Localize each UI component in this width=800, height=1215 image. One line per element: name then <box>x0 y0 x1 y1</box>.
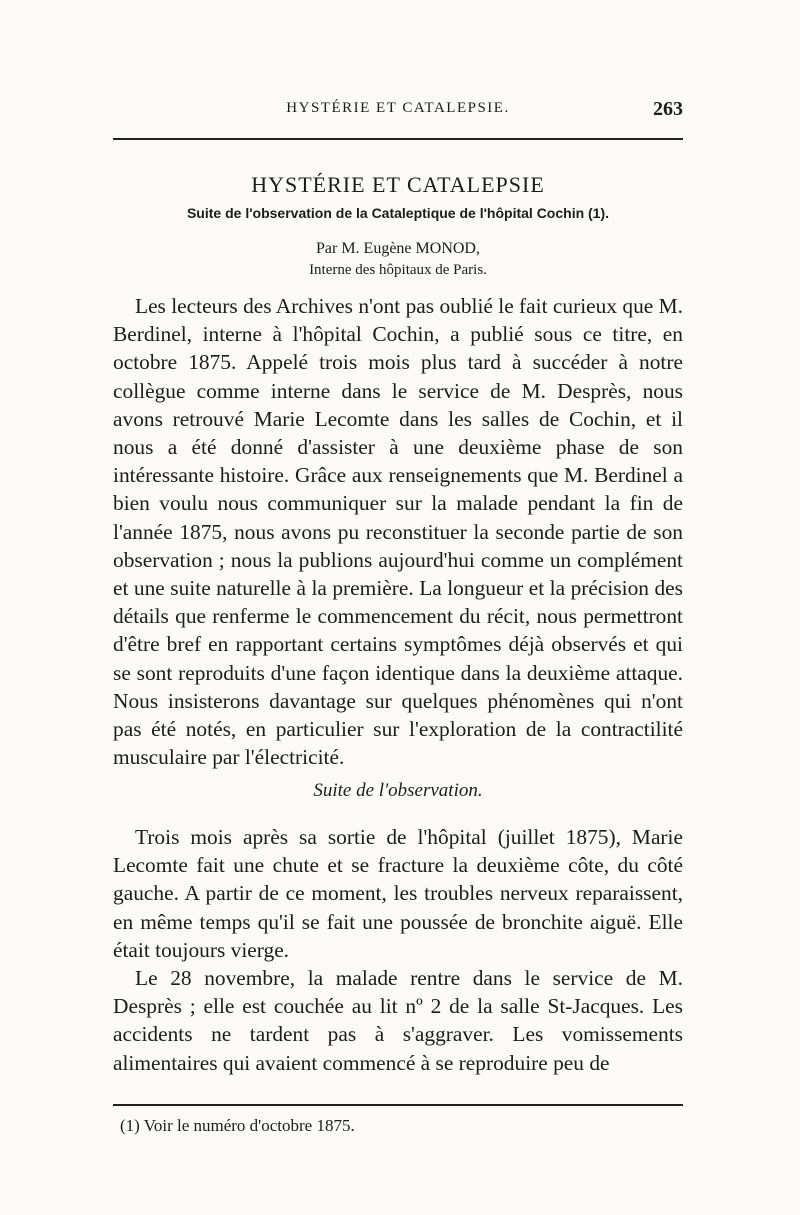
paragraph-observation-2: Le 28 novembre, la malade rentre dans le service de M. Desprès ; elle est couchée au lit nº 2 de la salle St-Jacques. Les accidents ne tardent pas à s'aggraver. Les vomissements alimentaires qui avaient commencé à se reproduire peu de <box>113 966 683 1075</box>
article-subtitle: Suite de l'observation de la Cataleptique de l'hôpital Cochin (1). <box>186 205 610 221</box>
paragraph-observation-1: Trois mois après sa sortie de l'hôpital (juillet 1875), Marie Lecomte fait une chute et se fracture la deuxième côte, du côté gauche. A partir de ce moment, les troubles nerveux reparaissent, en même temps qu'il se fait une poussée de bronchite aiguë. Elle était toujours vierge. <box>113 825 683 962</box>
body-text-intro <box>113 292 683 771</box>
running-head <box>113 98 683 130</box>
body-text-observation <box>113 823 683 1077</box>
author-line: Par M. Eugène MONOD, <box>316 240 480 257</box>
footnote-rule <box>113 1104 683 1106</box>
running-title: HYSTÉRIE ET CATALEPSIE. <box>286 100 510 116</box>
paragraph-intro: Les lecteurs des Archives n'ont pas oublié le fait curieux que M. Berdinel, interne à l'hôpital Cochin, a publié sous ce titre, en octobre 1875. Appelé trois mois plus tard à succéder à notre collègue comme interne dans le service de M. Desprès, nous avons retrouvé Marie Lecomte dans les salles de Cochin, et il nous a été donné d'assister à une deuxième phase de son intéressante histoire. Grâce aux renseignements que M. Berdinel a bien voulu nous communiquer sur la malade pendant la fin de l'année 1875, nous avons pu reconstituer la seconde partie de son observation ; nous la publions aujourd'hui comme un complément et une suite naturelle à la première. La longueur et la précision des détails que renferme le commencement du récit, nous permettront d'être bref en rapportant certains symptômes déjà observés et qui se sont reproduits d'une façon identique dans la deuxième attaque. Nous insisterons davantage sur quelques phénomènes qui n'ont pas été notés, en particulier sur l'exploration de la contractilité musculaire par l'électricité. <box>113 294 683 770</box>
section-heading: Suite de l'observation. <box>313 780 483 801</box>
footnote: (1) Voir le numéro d'octobre 1875. <box>120 1116 355 1135</box>
author-affiliation: Interne des hôpitaux de Paris. <box>309 262 487 278</box>
page-number: 263 <box>653 98 683 120</box>
article-title: HYSTÉRIE ET CATALEPSIE <box>251 172 545 197</box>
header-rule <box>113 138 683 140</box>
